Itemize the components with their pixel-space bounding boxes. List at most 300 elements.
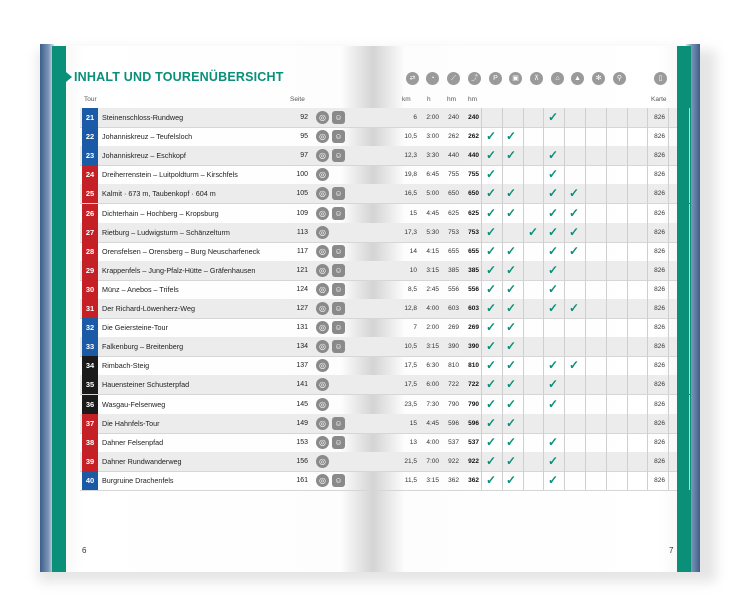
tour-row-stats bbox=[373, 318, 677, 338]
difficulty-icon: ◎ bbox=[316, 302, 329, 315]
tour-row bbox=[80, 108, 373, 128]
title-arrow-icon bbox=[66, 72, 72, 82]
duration: 3:00 bbox=[426, 133, 439, 141]
column-divider bbox=[564, 280, 565, 299]
road-sign-icon: ⇄ bbox=[406, 72, 419, 85]
distance-km: 8,5 bbox=[407, 285, 417, 293]
distance-km: 21,5 bbox=[404, 457, 417, 465]
family-icon: ☺ bbox=[332, 321, 345, 334]
column-divider bbox=[627, 356, 628, 375]
map-number: 826 bbox=[654, 476, 665, 484]
tour-number-badge: 38 bbox=[82, 433, 98, 452]
check-icon: ✓ bbox=[505, 262, 517, 277]
column-header-hm-2: hm bbox=[468, 96, 478, 103]
column-divider bbox=[523, 165, 524, 184]
column-divider bbox=[523, 433, 524, 452]
tour-row bbox=[80, 299, 373, 319]
tour-row-stats bbox=[373, 146, 677, 166]
column-divider bbox=[606, 452, 607, 471]
tour-row bbox=[80, 280, 373, 300]
column-divider bbox=[689, 414, 690, 433]
tour-number-badge: 23 bbox=[82, 146, 98, 165]
check-icon: ✓ bbox=[505, 339, 517, 354]
column-divider bbox=[627, 395, 628, 414]
check-icon: ✓ bbox=[505, 358, 517, 373]
tour-row-stats bbox=[373, 108, 677, 128]
column-divider bbox=[689, 127, 690, 146]
difficulty-icon: ◎ bbox=[316, 264, 329, 277]
ascent-hm: 655 bbox=[448, 247, 459, 255]
duration: 6:45 bbox=[426, 171, 439, 179]
ascent-hm: 362 bbox=[448, 476, 459, 484]
tour-name: Dreiherrenstein – Luitpoldturm – Kirschfels bbox=[102, 170, 238, 180]
tour-number-badge: 35 bbox=[82, 375, 98, 394]
map-number: 826 bbox=[654, 285, 665, 293]
tour-row-stats bbox=[373, 204, 677, 224]
column-divider bbox=[523, 337, 524, 356]
tour-row-stats bbox=[373, 261, 677, 281]
check-icon: ✓ bbox=[547, 167, 559, 182]
page-number-left: 6 bbox=[82, 546, 87, 555]
tour-row-stats bbox=[373, 280, 677, 300]
map-number: 826 bbox=[654, 152, 665, 160]
ascent-hm: 269 bbox=[448, 324, 459, 332]
check-icon: ✓ bbox=[485, 453, 497, 468]
check-icon: ✓ bbox=[485, 358, 497, 373]
tour-page: 161 bbox=[296, 476, 308, 484]
duration: 4:45 bbox=[426, 209, 439, 217]
tour-number-badge: 28 bbox=[82, 242, 98, 261]
check-icon: ✓ bbox=[568, 186, 580, 201]
bus-icon: ▣ bbox=[509, 72, 522, 85]
tour-name: Johanniskreuz – Eschkopf bbox=[102, 151, 186, 161]
family-icon: ☺ bbox=[332, 340, 345, 353]
column-divider bbox=[523, 414, 524, 433]
map-number: 826 bbox=[654, 400, 665, 408]
family-icon: ☺ bbox=[332, 111, 345, 124]
column-divider bbox=[668, 414, 669, 433]
column-divider bbox=[585, 471, 586, 490]
column-divider bbox=[606, 299, 607, 318]
tour-page: 141 bbox=[296, 381, 308, 389]
descent-hm: 603 bbox=[468, 305, 479, 312]
column-divider bbox=[564, 414, 565, 433]
check-icon: ✓ bbox=[505, 281, 517, 296]
column-divider bbox=[689, 165, 690, 184]
descent-hm: 755 bbox=[468, 171, 479, 179]
distance-km: 12,8 bbox=[404, 305, 417, 312]
tour-number-badge: 22 bbox=[82, 127, 98, 146]
distance-km: 12,3 bbox=[404, 152, 417, 160]
distance-km: 10,5 bbox=[404, 133, 417, 141]
column-divider bbox=[564, 165, 565, 184]
column-divider bbox=[606, 375, 607, 394]
difficulty-icon: ◎ bbox=[316, 340, 329, 353]
map-number: 826 bbox=[654, 228, 665, 236]
check-icon: ✓ bbox=[568, 358, 580, 373]
column-header-seite: Seite bbox=[290, 96, 305, 103]
tour-row bbox=[80, 223, 373, 243]
map-number: 826 bbox=[654, 266, 665, 274]
check-icon: ✓ bbox=[485, 415, 497, 430]
column-divider bbox=[606, 318, 607, 337]
check-icon: ✓ bbox=[568, 301, 580, 315]
column-divider bbox=[668, 146, 669, 165]
tour-page: 109 bbox=[296, 209, 308, 217]
column-divider bbox=[564, 337, 565, 356]
column-divider bbox=[543, 337, 544, 356]
column-divider bbox=[543, 414, 544, 433]
map-number: 826 bbox=[654, 381, 665, 389]
column-divider bbox=[564, 146, 565, 165]
column-divider bbox=[585, 108, 586, 127]
column-divider bbox=[668, 127, 669, 146]
family-icon: ☺ bbox=[332, 187, 345, 200]
tour-page: 127 bbox=[296, 305, 308, 312]
check-icon: ✓ bbox=[547, 262, 559, 277]
descent-hm: 810 bbox=[468, 362, 479, 370]
ascent-hm: 385 bbox=[448, 266, 459, 274]
teal-margin-bar bbox=[52, 46, 66, 572]
column-divider bbox=[627, 108, 628, 127]
map-number: 826 bbox=[654, 438, 665, 446]
distance-km: 23,5 bbox=[404, 400, 417, 408]
snow-icon: ✻ bbox=[592, 72, 605, 85]
tour-page: 131 bbox=[296, 324, 308, 332]
descent-hm: 790 bbox=[468, 400, 479, 408]
check-icon: ✓ bbox=[547, 358, 559, 373]
family-icon: ☺ bbox=[332, 149, 345, 162]
clock-icon: ◔ bbox=[426, 72, 439, 85]
column-divider bbox=[585, 356, 586, 375]
ascent-hm: 625 bbox=[448, 209, 459, 217]
ascent-hm: 603 bbox=[448, 305, 459, 312]
column-divider bbox=[523, 452, 524, 471]
column-divider bbox=[523, 471, 524, 490]
column-divider bbox=[689, 223, 690, 242]
tour-row-stats bbox=[373, 223, 677, 243]
ascent-hm: 755 bbox=[448, 171, 459, 179]
duration: 7:30 bbox=[426, 400, 439, 408]
column-divider bbox=[585, 204, 586, 223]
descent-hm: 556 bbox=[468, 285, 479, 293]
duration: 4:00 bbox=[426, 305, 439, 312]
column-divider bbox=[523, 184, 524, 203]
duration: 4:15 bbox=[426, 247, 439, 255]
column-divider bbox=[606, 223, 607, 242]
tour-row bbox=[80, 356, 373, 376]
column-divider bbox=[606, 280, 607, 299]
ascent-hm: 240 bbox=[448, 114, 459, 121]
check-icon: ✓ bbox=[505, 377, 517, 392]
column-divider bbox=[689, 261, 690, 280]
column-divider bbox=[585, 414, 586, 433]
column-divider bbox=[523, 375, 524, 394]
check-icon: ✓ bbox=[547, 148, 559, 163]
difficulty-icon: ◎ bbox=[316, 321, 329, 334]
column-divider bbox=[668, 395, 669, 414]
distance-km: 10 bbox=[409, 266, 417, 274]
tour-row-stats bbox=[373, 375, 677, 395]
descent-hm: 362 bbox=[468, 476, 479, 484]
column-divider bbox=[564, 318, 565, 337]
tour-row-stats bbox=[373, 395, 677, 415]
column-divider bbox=[668, 318, 669, 337]
check-icon: ✓ bbox=[547, 472, 559, 487]
column-divider bbox=[564, 452, 565, 471]
family-icon: ☺ bbox=[332, 264, 345, 277]
family-icon: ☺ bbox=[332, 130, 345, 143]
distance-km: 15 bbox=[409, 419, 417, 427]
tour-number-badge: 31 bbox=[82, 299, 98, 318]
column-divider bbox=[606, 127, 607, 146]
column-divider bbox=[627, 146, 628, 165]
column-divider bbox=[606, 261, 607, 280]
column-divider bbox=[627, 375, 628, 394]
tour-row bbox=[80, 375, 373, 395]
column-divider bbox=[627, 165, 628, 184]
column-divider bbox=[627, 299, 628, 318]
column-divider bbox=[668, 337, 669, 356]
bike-icon: ⚲ bbox=[613, 72, 626, 85]
distance-km: 6 bbox=[413, 114, 417, 121]
check-icon: ✓ bbox=[505, 301, 517, 315]
column-header-karte: Karte bbox=[651, 96, 667, 103]
tour-name: Falkenburg – Breitenberg bbox=[102, 342, 184, 352]
column-divider bbox=[523, 146, 524, 165]
column-divider bbox=[564, 433, 565, 452]
column-divider bbox=[502, 165, 503, 184]
column-divider bbox=[606, 204, 607, 223]
check-icon: ✓ bbox=[505, 396, 517, 411]
tour-name: Rietburg – Ludwigsturm – Schänzelturm bbox=[102, 227, 230, 237]
tour-row bbox=[80, 395, 373, 415]
tour-page: 105 bbox=[296, 190, 308, 198]
column-divider bbox=[689, 184, 690, 203]
tour-number-badge: 40 bbox=[82, 471, 98, 490]
duration: 3:15 bbox=[426, 476, 439, 484]
tour-name: Dahner Felsenpfad bbox=[102, 437, 164, 447]
map-number: 826 bbox=[654, 209, 665, 217]
check-icon: ✓ bbox=[485, 148, 497, 163]
check-icon: ✓ bbox=[485, 339, 497, 354]
map-number: 826 bbox=[654, 190, 665, 198]
column-divider bbox=[543, 318, 544, 337]
check-icon: ✓ bbox=[547, 224, 559, 239]
column-divider bbox=[564, 127, 565, 146]
column-divider bbox=[668, 204, 669, 223]
distance-km: 17,5 bbox=[404, 362, 417, 370]
difficulty-icon: ◎ bbox=[316, 168, 329, 181]
family-icon: ☺ bbox=[332, 474, 345, 487]
tour-name: Kalmit · 673 m, Taubenkopf · 604 m bbox=[102, 189, 216, 199]
column-divider bbox=[668, 165, 669, 184]
difficulty-icon: ◎ bbox=[316, 187, 329, 200]
column-divider bbox=[523, 280, 524, 299]
column-divider bbox=[606, 242, 607, 261]
map-number: 826 bbox=[654, 362, 665, 370]
check-icon: ✓ bbox=[485, 243, 497, 258]
distance-km: 10,5 bbox=[404, 343, 417, 351]
tour-page: 97 bbox=[300, 152, 308, 160]
column-divider bbox=[523, 261, 524, 280]
column-divider bbox=[606, 337, 607, 356]
map-number: 826 bbox=[654, 247, 665, 255]
tour-page: 117 bbox=[296, 247, 308, 255]
distance-km: 16,5 bbox=[404, 190, 417, 198]
column-divider bbox=[585, 375, 586, 394]
tour-name: Dahner Rundwanderweg bbox=[102, 456, 182, 466]
difficulty-icon: ◎ bbox=[316, 398, 329, 411]
tour-row bbox=[80, 204, 373, 224]
column-divider bbox=[689, 318, 690, 337]
check-icon: ✓ bbox=[547, 186, 559, 201]
column-divider bbox=[689, 471, 690, 490]
column-divider bbox=[627, 223, 628, 242]
column-divider bbox=[689, 299, 690, 318]
tour-row-stats bbox=[373, 414, 677, 434]
distance-km: 14 bbox=[409, 247, 417, 255]
check-icon: ✓ bbox=[505, 453, 517, 468]
tour-name: Der Richard-Löwenherz-Weg bbox=[102, 304, 195, 313]
descent-hm: 753 bbox=[468, 228, 479, 236]
tour-page: 137 bbox=[296, 362, 308, 370]
column-divider bbox=[689, 395, 690, 414]
difficulty-icon: ◎ bbox=[316, 245, 329, 258]
check-icon: ✓ bbox=[485, 186, 497, 201]
descent-hm: 650 bbox=[468, 190, 479, 198]
tour-row bbox=[80, 452, 373, 472]
column-divider bbox=[627, 452, 628, 471]
tour-row bbox=[80, 261, 373, 281]
check-icon: ✓ bbox=[547, 434, 559, 449]
descent-hm: 385 bbox=[468, 266, 479, 274]
column-divider bbox=[668, 433, 669, 452]
check-icon: ✓ bbox=[505, 320, 517, 335]
difficulty-icon: ◎ bbox=[316, 359, 329, 372]
map-number: 826 bbox=[654, 133, 665, 141]
family-icon: ☺ bbox=[332, 436, 345, 449]
page-title: INHALT UND TOURENÜBERSICHT bbox=[74, 70, 284, 84]
tour-name: Die Hahnfels-Tour bbox=[102, 418, 160, 428]
tour-row-stats bbox=[373, 242, 677, 262]
difficulty-icon: ◎ bbox=[316, 378, 329, 391]
tour-row bbox=[80, 146, 373, 166]
check-icon: ✓ bbox=[547, 396, 559, 411]
check-icon: ✓ bbox=[547, 377, 559, 392]
column-divider bbox=[627, 242, 628, 261]
left-page bbox=[52, 46, 373, 572]
duration: 2:00 bbox=[426, 324, 439, 332]
tour-number-badge: 36 bbox=[82, 395, 98, 414]
column-divider bbox=[668, 242, 669, 261]
check-icon: ✓ bbox=[547, 243, 559, 258]
difficulty-icon: ◎ bbox=[316, 283, 329, 296]
map-number: 826 bbox=[654, 343, 665, 351]
tour-page: 134 bbox=[296, 343, 308, 351]
column-divider bbox=[585, 184, 586, 203]
descent-hm: 262 bbox=[468, 133, 479, 141]
column-divider bbox=[627, 280, 628, 299]
check-icon: ✓ bbox=[485, 281, 497, 296]
check-icon: ✓ bbox=[527, 224, 539, 239]
column-divider bbox=[585, 261, 586, 280]
column-divider bbox=[627, 261, 628, 280]
tour-number-badge: 37 bbox=[82, 414, 98, 433]
tour-number-badge: 29 bbox=[82, 261, 98, 280]
column-divider bbox=[523, 299, 524, 318]
map-number: 826 bbox=[654, 419, 665, 427]
column-divider bbox=[523, 356, 524, 375]
tour-number-badge: 26 bbox=[82, 204, 98, 223]
column-header-tour: Tour bbox=[84, 96, 97, 103]
ascent-hm: 440 bbox=[448, 152, 459, 160]
descent-hm: 596 bbox=[468, 419, 479, 427]
tour-number-badge: 34 bbox=[82, 356, 98, 375]
descent-hm: 655 bbox=[468, 247, 479, 255]
column-divider bbox=[668, 184, 669, 203]
tour-page: 145 bbox=[296, 400, 308, 408]
check-icon: ✓ bbox=[485, 205, 497, 220]
check-icon: ✓ bbox=[485, 377, 497, 392]
column-divider bbox=[502, 223, 503, 242]
column-divider bbox=[564, 395, 565, 414]
column-divider bbox=[627, 471, 628, 490]
canister-icon: ▯ bbox=[654, 72, 667, 85]
column-divider bbox=[502, 108, 503, 127]
descent-hm: 390 bbox=[468, 343, 479, 351]
distance-km: 13 bbox=[409, 438, 417, 446]
column-divider bbox=[689, 204, 690, 223]
column-divider bbox=[585, 242, 586, 261]
ascent-hm: 537 bbox=[448, 438, 459, 446]
family-icon: ☺ bbox=[332, 417, 345, 430]
ascent-hm: 790 bbox=[448, 400, 459, 408]
column-divider bbox=[606, 471, 607, 490]
descent-hm: 722 bbox=[468, 381, 479, 389]
ascent-hm: 262 bbox=[448, 133, 459, 141]
tour-page: 124 bbox=[296, 285, 308, 293]
check-icon: ✓ bbox=[547, 281, 559, 296]
column-divider bbox=[689, 146, 690, 165]
column-divider bbox=[523, 108, 524, 127]
descent-hm: 625 bbox=[468, 209, 479, 217]
duration: 3:30 bbox=[426, 152, 439, 160]
tour-number-badge: 21 bbox=[82, 108, 98, 127]
ascent-hm: 753 bbox=[448, 228, 459, 236]
check-icon: ✓ bbox=[568, 224, 580, 239]
column-divider bbox=[564, 471, 565, 490]
column-divider bbox=[523, 395, 524, 414]
column-divider bbox=[585, 165, 586, 184]
tour-row-stats bbox=[373, 184, 677, 204]
column-divider bbox=[689, 452, 690, 471]
check-icon: ✓ bbox=[547, 110, 559, 124]
column-divider bbox=[564, 261, 565, 280]
tour-page: 121 bbox=[296, 266, 308, 274]
column-divider bbox=[627, 337, 628, 356]
column-divider bbox=[585, 452, 586, 471]
tour-page: 149 bbox=[296, 419, 308, 427]
column-divider bbox=[668, 280, 669, 299]
difficulty-icon: ◎ bbox=[316, 436, 329, 449]
column-divider bbox=[543, 127, 544, 146]
column-divider bbox=[585, 127, 586, 146]
column-divider bbox=[481, 108, 482, 127]
ascent-icon: ⤴ bbox=[468, 72, 481, 85]
column-divider bbox=[668, 471, 669, 490]
tour-name: Krappenfels – Jung-Pfalz-Hütte – Gräfenhausen bbox=[102, 265, 256, 275]
